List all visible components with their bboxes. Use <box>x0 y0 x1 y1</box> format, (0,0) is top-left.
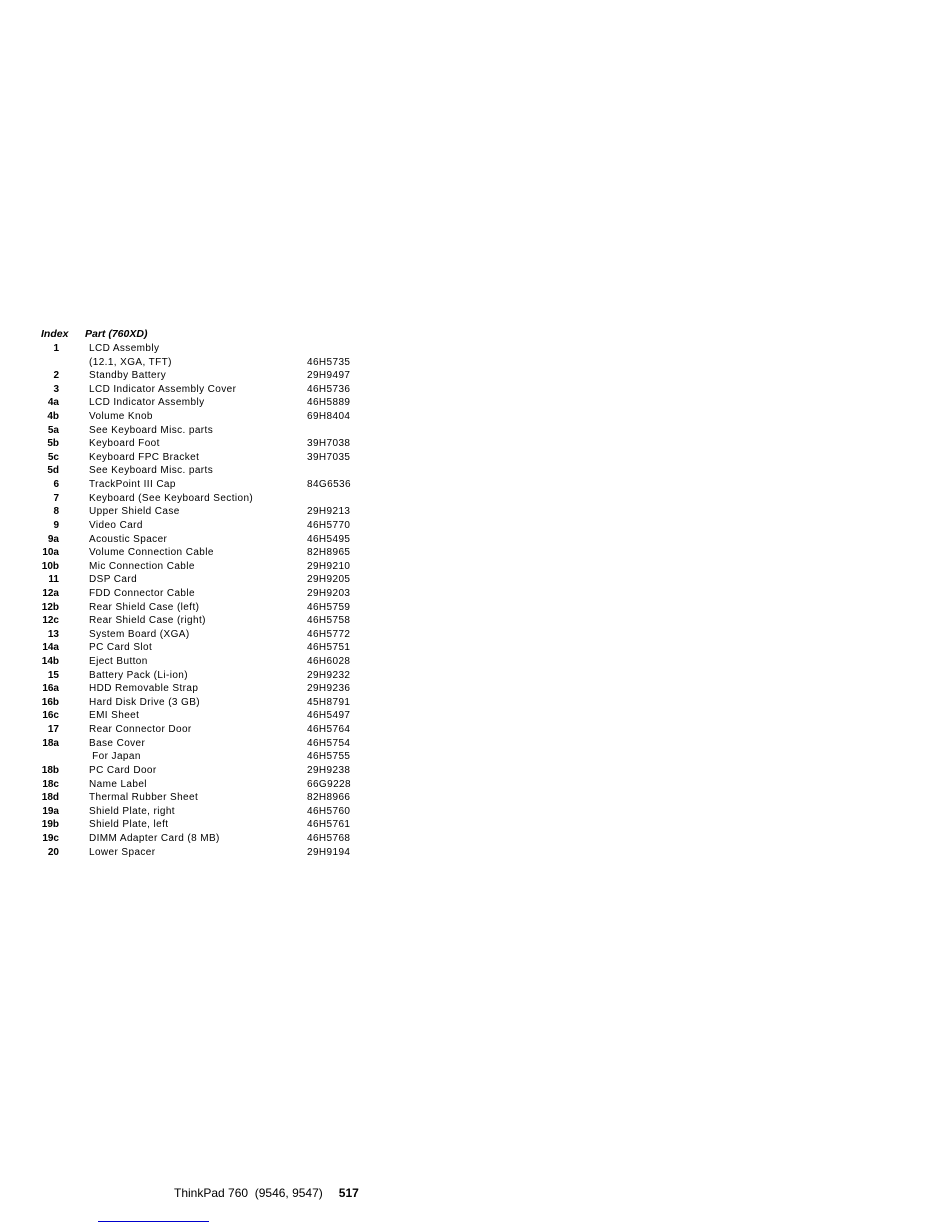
footer-title: ThinkPad 760 (9546, 9547) <box>174 1186 323 1200</box>
table-row <box>41 722 371 736</box>
table-row <box>41 423 371 437</box>
row-description: Video Card <box>89 519 143 531</box>
table-row <box>41 695 371 709</box>
table-row <box>41 368 371 382</box>
row-part-number: 82H8965 <box>307 547 351 559</box>
row-index: 16b <box>41 696 59 708</box>
table-row <box>41 382 371 396</box>
row-description: See Keyboard Misc. parts <box>89 424 214 436</box>
row-description: PC Card Slot <box>89 642 153 654</box>
row-index: 8 <box>53 506 59 518</box>
table-row <box>41 845 371 859</box>
table-row <box>41 450 371 464</box>
row-part-number: 29H9210 <box>307 560 351 572</box>
row-index: 18a <box>42 737 59 749</box>
row-part-number: 46H5735 <box>307 356 351 368</box>
row-part-number: 46H5755 <box>307 751 351 763</box>
row-index: 9a <box>47 533 59 545</box>
row-description: PC Card Door <box>89 764 157 776</box>
row-index: 20 <box>47 846 59 858</box>
row-index: 16c <box>42 710 59 722</box>
row-index: 2 <box>53 370 59 382</box>
row-description: Name Label <box>89 778 147 790</box>
row-description: TrackPoint III Cap <box>89 479 176 491</box>
table-row <box>41 817 371 831</box>
row-part-number: 29H9232 <box>307 669 351 681</box>
row-description: Rear Shield Case (right) <box>89 615 206 627</box>
table-row <box>41 341 371 355</box>
row-description: LCD Indicator Assembly Cover <box>89 383 237 395</box>
table-row <box>41 831 371 845</box>
row-index: 14b <box>41 656 59 668</box>
parts-table <box>41 327 371 858</box>
table-row <box>41 749 371 763</box>
table-header <box>41 327 371 341</box>
table-row <box>41 613 371 627</box>
row-description: Thermal Rubber Sheet <box>89 792 199 804</box>
table-row <box>41 545 371 559</box>
table-row <box>41 790 371 804</box>
row-index: 12c <box>42 615 59 627</box>
row-index: 7 <box>53 492 59 504</box>
row-description: Keyboard (See Keyboard Section) <box>89 492 254 504</box>
row-index: 10a <box>42 547 59 559</box>
row-part-number: 39H7035 <box>307 451 351 463</box>
row-description: Shield Plate, right <box>89 805 175 817</box>
row-description: (12.1, XGA, TFT) <box>89 356 172 368</box>
row-part-number: 84G6536 <box>307 479 351 491</box>
row-part-number: 46H5768 <box>307 832 351 844</box>
row-description: Keyboard Foot <box>89 438 160 450</box>
row-description: FDD Connector Cable <box>89 587 195 599</box>
table-row <box>41 518 371 532</box>
row-description: Rear Connector Door <box>89 724 192 736</box>
row-description: LCD Assembly <box>89 343 160 354</box>
table-row <box>41 804 371 818</box>
row-description: LCD Indicator Assembly <box>89 397 205 409</box>
row-part-number: 46H5497 <box>307 710 351 722</box>
row-description: Volume Knob <box>89 411 153 423</box>
row-description: System Board (XGA) <box>89 628 190 640</box>
row-part-number: 46H5764 <box>307 724 351 736</box>
table-row <box>41 600 371 614</box>
row-index: 18d <box>41 792 59 804</box>
row-index: 5b <box>47 438 59 450</box>
row-part-number: 45H8791 <box>307 696 351 708</box>
row-part-number: 46H5770 <box>307 519 351 531</box>
table-row <box>41 395 371 409</box>
row-part-number: 82H8966 <box>307 792 351 804</box>
row-description: Mic Connection Cable <box>89 560 195 572</box>
row-part-number: 29H9497 <box>307 370 351 382</box>
row-part-number: 46H5772 <box>307 628 351 640</box>
row-part-number: 46H5751 <box>307 642 351 654</box>
row-part-number: 29H9194 <box>307 846 351 858</box>
page-footer <box>174 1186 359 1200</box>
footer-rule <box>98 1221 209 1222</box>
table-row <box>41 559 371 573</box>
table-row <box>41 355 371 369</box>
part-column-header: Part (760XD) <box>85 328 148 340</box>
table-row <box>41 736 371 750</box>
row-index: 17 <box>47 724 59 736</box>
table-row <box>41 627 371 641</box>
table-row <box>41 491 371 505</box>
row-index: 15 <box>47 669 59 681</box>
row-index: 19a <box>42 805 59 817</box>
table-row <box>41 504 371 518</box>
row-index: 19b <box>41 819 59 831</box>
row-part-number: 39H7038 <box>307 438 351 450</box>
row-part-number: 29H9213 <box>307 506 351 518</box>
row-description: Acoustic Spacer <box>89 533 168 545</box>
row-description: Hard Disk Drive (3 GB) <box>89 696 201 708</box>
row-index: 5d <box>47 465 59 477</box>
row-description: Battery Pack (Li-ion) <box>89 669 188 681</box>
row-description: DSP Card <box>89 574 138 586</box>
row-index: 3 <box>53 383 59 395</box>
table-row <box>41 477 371 491</box>
row-index: 4b <box>47 411 59 423</box>
table-row <box>41 586 371 600</box>
table-rows <box>41 341 371 858</box>
row-index: 1 <box>53 343 59 354</box>
table-row <box>41 640 371 654</box>
row-description: See Keyboard Misc. parts <box>89 465 214 477</box>
table-row <box>41 763 371 777</box>
row-index: 5a <box>47 424 59 436</box>
row-description: For Japan <box>89 751 141 763</box>
row-index: 19c <box>42 832 59 844</box>
row-index: 11 <box>48 574 59 586</box>
table-row <box>41 708 371 722</box>
row-part-number: 46H6028 <box>307 656 351 668</box>
table-row <box>41 668 371 682</box>
row-part-number: 29H9205 <box>307 574 351 586</box>
row-description: EMI Sheet <box>89 710 140 722</box>
table-row <box>41 572 371 586</box>
row-index: 12b <box>41 601 59 613</box>
row-part-number: 46H5758 <box>307 615 351 627</box>
row-index: 10b <box>41 560 59 572</box>
row-part-number: 46H5889 <box>307 397 351 409</box>
page-number: 517 <box>338 1186 359 1200</box>
row-index: 18c <box>42 778 59 790</box>
row-description: HDD Removable Strap <box>89 683 199 695</box>
row-part-number: 29H9203 <box>307 587 351 599</box>
row-part-number: 29H9236 <box>307 683 351 695</box>
row-description: Lower Spacer <box>89 846 156 858</box>
table-row <box>41 681 371 695</box>
table-row <box>41 777 371 791</box>
row-index: 9 <box>53 519 59 531</box>
row-index: 12a <box>42 587 59 599</box>
row-description: Rear Shield Case (left) <box>89 601 200 613</box>
row-part-number: 29H9238 <box>307 764 351 776</box>
row-description: Standby Battery <box>89 370 167 382</box>
table-row <box>41 409 371 423</box>
row-index: 13 <box>47 628 59 640</box>
table-row <box>41 463 371 477</box>
row-part-number: 66G9228 <box>307 778 351 790</box>
row-description: DIMM Adapter Card (8 MB) <box>89 832 220 844</box>
table-row <box>41 436 371 450</box>
row-part-number: 46H5760 <box>307 805 351 817</box>
row-part-number: 46H5761 <box>307 819 351 831</box>
row-description: Eject Button <box>89 656 148 668</box>
row-index: 16a <box>42 683 59 695</box>
row-index: 18b <box>41 764 59 776</box>
table-row <box>41 532 371 546</box>
row-index: 5c <box>47 451 59 463</box>
row-part-number: 69H8404 <box>307 411 351 423</box>
row-description: Base Cover <box>89 737 146 749</box>
row-description: Shield Plate, left <box>89 819 169 831</box>
row-index: 14a <box>42 642 59 654</box>
row-description: Upper Shield Case <box>89 506 180 518</box>
row-index: 4a <box>47 397 59 409</box>
table-row <box>41 654 371 668</box>
row-part-number: 46H5759 <box>307 601 351 613</box>
row-part-number: 46H5495 <box>307 533 351 545</box>
row-description: Keyboard FPC Bracket <box>89 451 200 463</box>
row-part-number: 46H5736 <box>307 383 351 395</box>
row-index: 6 <box>53 479 59 491</box>
index-column-header: Index <box>41 328 69 340</box>
row-description: Volume Connection Cable <box>89 547 214 559</box>
row-part-number: 46H5754 <box>307 737 351 749</box>
